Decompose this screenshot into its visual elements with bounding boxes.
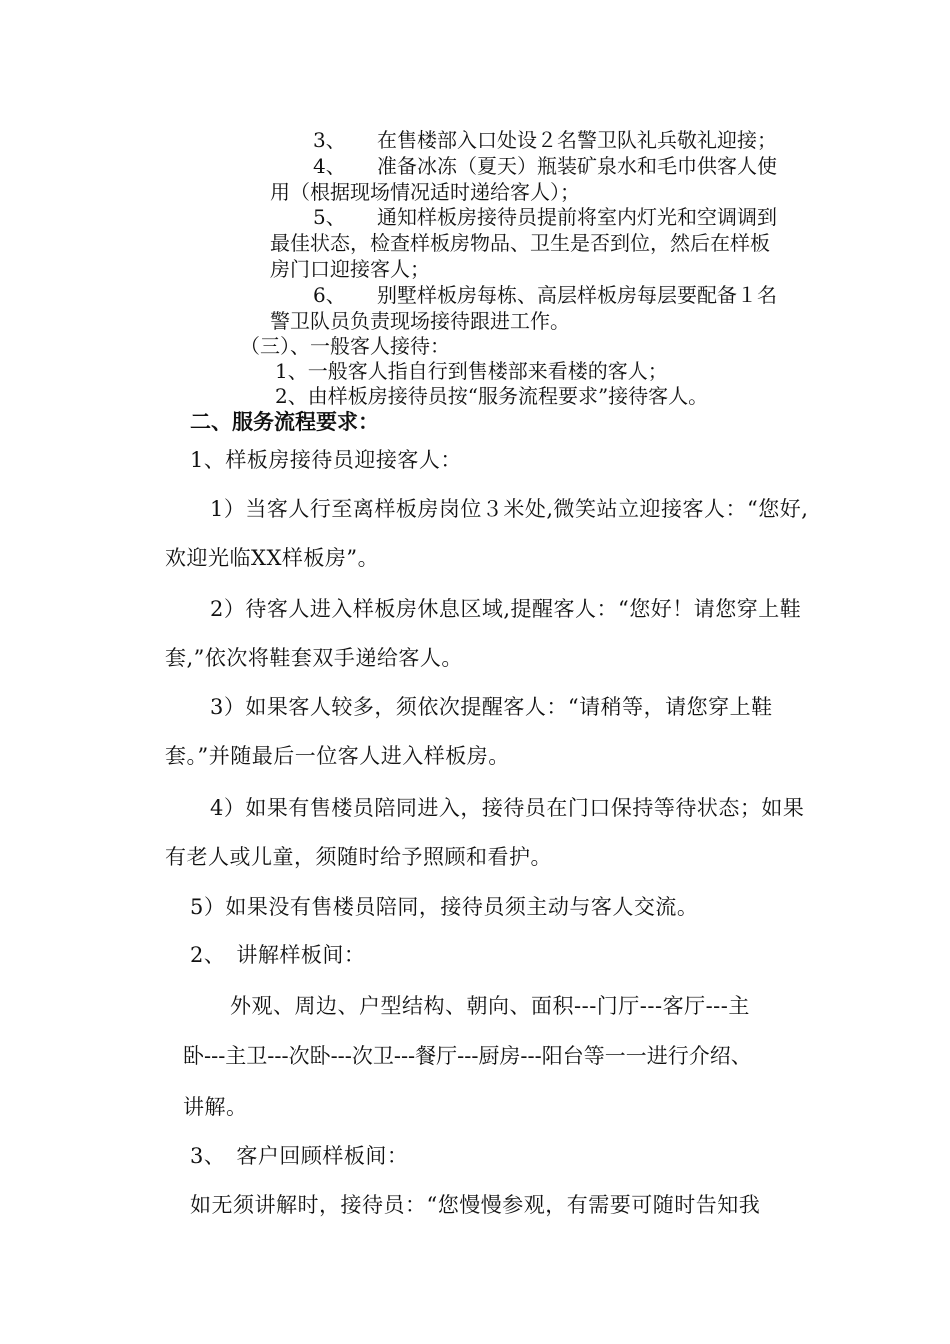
paragraph-2-line-2: 套,”依次将鞋套双手递给客人。 bbox=[165, 646, 463, 670]
list-item-4 bbox=[313, 153, 777, 179]
list-item-text: 在售楼部入口处设２名警卫队礼兵敬礼迎接； bbox=[377, 128, 777, 152]
paragraph-3-line-2: 套。”并随最后一位客人进入样板房。 bbox=[165, 744, 510, 768]
general-guest-item-1: 1、一般客人指自行到售楼部来看楼的客人； bbox=[275, 359, 668, 383]
paragraph-4-line-2: 有老人或儿童，须随时给予照顾和看护。 bbox=[165, 845, 552, 869]
paragraph-3-line-1: 3）如果客人较多，须依次提醒客人：“请稍等，请您穿上鞋 bbox=[210, 695, 773, 719]
list-item-5-continued: 最佳状态，检查样板房物品、卫生是否到位，然后在样板 bbox=[270, 231, 770, 255]
sub-2-title: 2、 讲解样板间： bbox=[190, 943, 366, 967]
paragraph-2-line-1: 2）待客人进入样板房休息区域,提醒客人：“您好！请您穿上鞋 bbox=[210, 597, 802, 621]
list-item-4-continued: 用（根据现场情况适时递给客人）； bbox=[270, 180, 580, 204]
list-item-number: 4、 bbox=[313, 154, 346, 178]
sub-3-line-1: 如无须讲解时，接待员：“您慢慢参观，有需要可随时告知我 bbox=[190, 1193, 761, 1217]
paragraph-5: 5）如果没有售楼员陪同，接待员须主动与客人交流。 bbox=[190, 895, 699, 919]
list-item-text: 准备冰冻（夏天）瓶装矿泉水和毛巾供客人使 bbox=[377, 154, 777, 178]
list-item-number: 5、 bbox=[313, 205, 346, 229]
list-item-6 bbox=[313, 282, 777, 308]
list-item-5 bbox=[313, 204, 777, 230]
sub-2-line-2: 卧---主卫---次卧---次卫---餐厅---厨房---阳台等一一进行介绍、 bbox=[183, 1044, 752, 1068]
sub-1-title: 1、样板房接待员迎接客人： bbox=[190, 448, 462, 472]
list-item-text: 别墅样板房每栋、高层样板房每层要配备１名 bbox=[377, 283, 777, 307]
list-item-5-continued: 房门口迎接客人； bbox=[270, 257, 430, 281]
list-item-number: 3、 bbox=[313, 128, 346, 152]
general-guest-heading: （三）、一般客人接待： bbox=[240, 334, 450, 358]
paragraph-4-line-1: 4）如果有售楼员陪同进入，接待员在门口保持等待状态；如果 bbox=[210, 796, 805, 820]
paragraph-1-line-1: 1）当客人行至离样板房岗位３米处,微笑站立迎接客人：“您好, bbox=[210, 497, 809, 521]
list-item-6-continued: 警卫队员负责现场接待跟进工作。 bbox=[270, 309, 570, 333]
list-item-3 bbox=[313, 127, 777, 153]
list-item-number: 6、 bbox=[313, 283, 346, 307]
sub-2-line-3: 讲解。 bbox=[183, 1095, 248, 1119]
list-item-text: 通知样板房接待员提前将室内灯光和空调调到 bbox=[377, 205, 777, 229]
sub-3-title: 3、 客户回顾样板间： bbox=[190, 1144, 409, 1168]
sub-2-line-1: 外观、周边、户型结构、朝向、面积---门厅---客厅---主 bbox=[230, 994, 750, 1018]
paragraph-1-line-2: 欢迎光临XX样板房”。 bbox=[165, 546, 380, 570]
section-2-title: 二、服务流程要求： bbox=[190, 410, 379, 434]
general-guest-item-2: 2、由样板房接待员按“服务流程要求”接待客人。 bbox=[275, 384, 709, 408]
